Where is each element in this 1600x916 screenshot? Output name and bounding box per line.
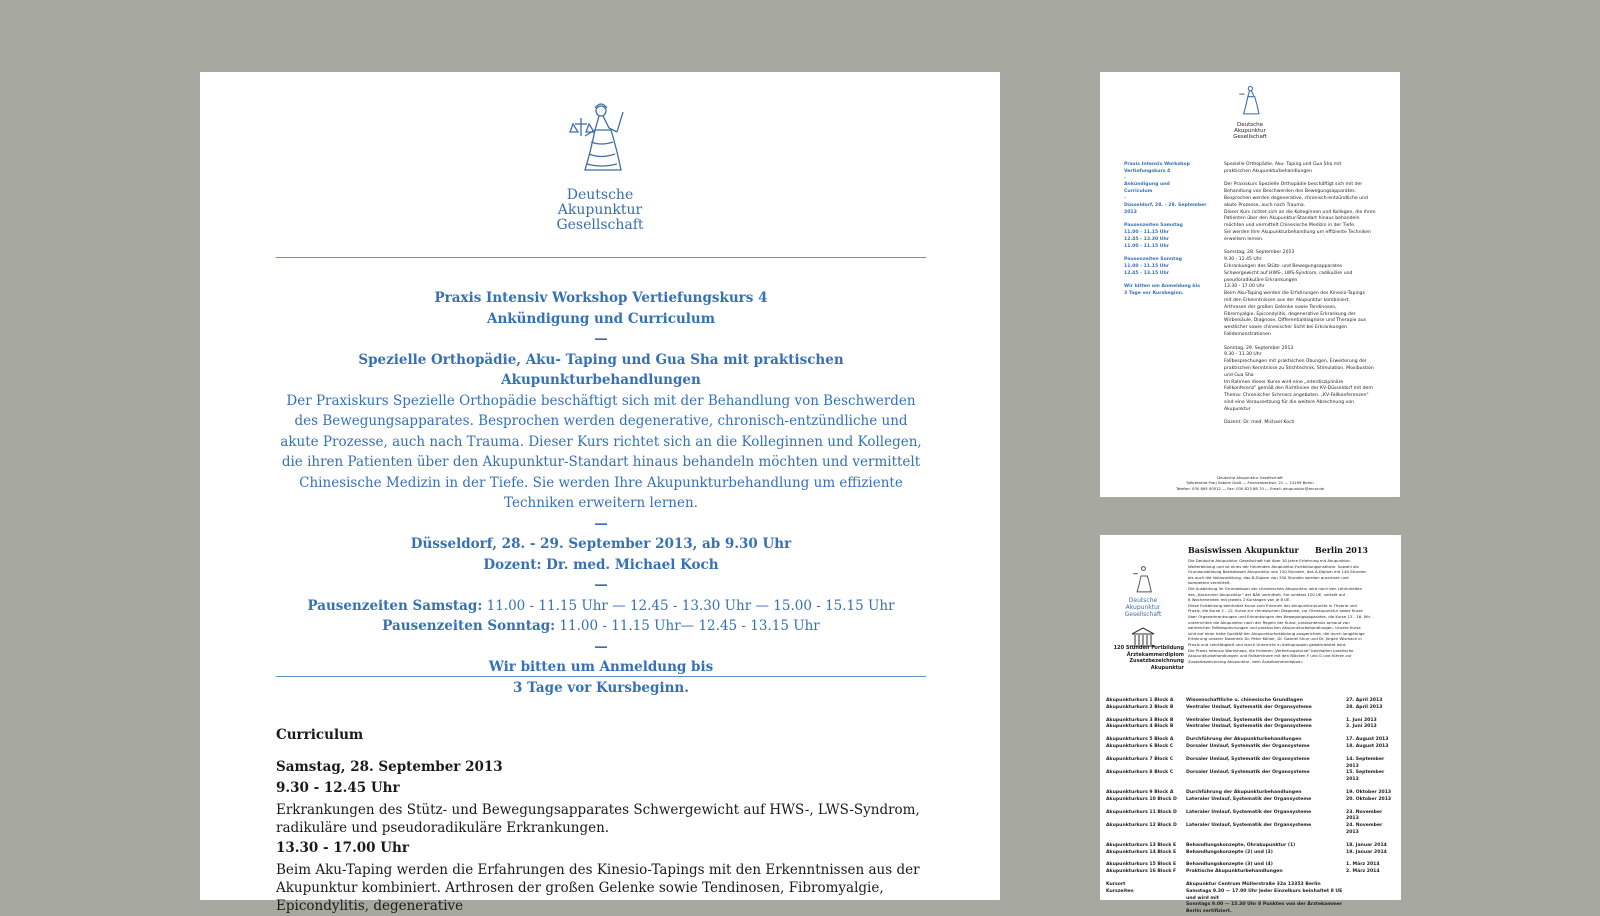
table-cell: 19. Oktober 2013 xyxy=(1346,789,1392,795)
thumb-logo xyxy=(1225,84,1275,140)
thumb-right-line: Arthrosen der großen Gelenke sowie Tendinosen, xyxy=(1224,304,1337,310)
table-cell: 1. März 2014 xyxy=(1346,862,1380,868)
thumb-right-line: Spezielle Orthopädie, Aku- Taping und Gua Sha mit xyxy=(1224,162,1342,167)
table-row xyxy=(1106,823,1396,837)
thumb-right-line: Behandlung von Beschwerden des Bewegungsapparates. xyxy=(1224,189,1357,195)
table-cell: Akupunkturkurs 14 Block E xyxy=(1106,849,1177,855)
table-row xyxy=(1106,698,1396,705)
lecturer: Dozent: Dr. med. Michael Koch xyxy=(483,556,719,573)
thumb2-logo-line: Akupunktur xyxy=(1125,604,1161,611)
thumb2-logo-line: Gesellschaft xyxy=(1124,611,1162,618)
thumb-logo-line: Deutsche xyxy=(1236,122,1264,128)
table-cell: Akupunkturkurs 7 Block C xyxy=(1106,756,1174,762)
dash-separator: — xyxy=(594,331,608,347)
table-cell: Akupunkturkurs 13 Block E xyxy=(1106,842,1177,848)
topic-heading: Spezielle Orthopädie, Aku- Taping und Gua Sha mit praktischen Akupunkturbehandlungen xyxy=(358,351,844,388)
table-cell: Behandlungskonzepte, Ohrakupunktur (1) xyxy=(1186,842,1296,848)
table-cell xyxy=(1106,902,1186,916)
table-row xyxy=(1106,790,1396,797)
thumb-right-line: 13.30 - 17.00 Uhr xyxy=(1224,284,1265,290)
table-row xyxy=(1106,810,1396,824)
announcement-block xyxy=(276,288,926,698)
thumb-left-line: - xyxy=(1124,195,1126,201)
curriculum-heading: Curriculum xyxy=(276,727,364,743)
thumb-right-line: westlicher sowie chinesischer Sicht bei Erkrankungen xyxy=(1224,325,1348,331)
table-row xyxy=(1106,770,1396,784)
thumb-left-line: Pausenzeiten Sonntag xyxy=(1124,257,1182,263)
table-cell: Akupunkturkurs 1 Block A xyxy=(1106,698,1174,703)
thumbnail-page-1[interactable] xyxy=(1100,72,1400,497)
slot-description: Erkrankungen des Stütz- und Bewegungsapparates Schwergewicht auf HWS-, LWS-Syndrom, radikuläre und pseudoradikuläre Erkrankungen. xyxy=(276,802,920,836)
table-cell: Akupunkturkurs 4 Block B xyxy=(1106,724,1174,730)
table-row xyxy=(1106,869,1396,876)
dag-logo xyxy=(545,102,655,233)
thumb-left-line: 11.00 - 11.15 Uhr xyxy=(1124,243,1170,249)
thumb2-intro-line: als auch die Vollausbildung, das B-Diplom von 350 Stunden werden praxisnah und xyxy=(1188,574,1349,580)
thumb2-left-line: 120 Stunden Fortbildung xyxy=(1113,645,1184,651)
thumb2-intro-line: Zusatzbezeichnung Akupunktur, dem Ärztekammerdiplom. xyxy=(1188,658,1303,664)
thumb-left-line: 3 Tage vor Kursbeginn. xyxy=(1124,291,1184,297)
table-cell: 2. März 2014 xyxy=(1346,869,1380,875)
dash-separator: — xyxy=(594,577,608,593)
table-cell: 18. August 2013 xyxy=(1346,743,1389,749)
justitia-figure-icon xyxy=(1129,565,1157,595)
thumb-footer-line: Telefon: 030 895 00512 — Fax: 030 823 88 70 — Email: akupunktur@arcor.de xyxy=(1176,485,1324,491)
thumb2-intro-line: 8 Wochenenden mit jeweils 2 Kurstagen von je 8 UE. xyxy=(1188,597,1291,603)
thumb2-intro-line: Erfahrung unserer Dozenten Dr. Peter Köhler, Dr. Gabriel Shun und Dr. Jürgen Wismach in xyxy=(1188,636,1362,642)
registration-line-1: Wir bitten um Anmeldung bis xyxy=(488,659,714,675)
table-cell: Ventraler Umlauf, Systematik der Organsysteme xyxy=(1186,724,1312,730)
thumb-right-line xyxy=(1224,339,1384,346)
table-row xyxy=(1106,705,1396,712)
table-cell: Akupunktur Centrum Müllerstraße 32a 13353 Berlin xyxy=(1186,881,1321,887)
table-row xyxy=(1106,850,1396,857)
thumb-right-line: möchten und vermittelt Chinesische Medizin in der Tiefe. xyxy=(1224,223,1356,229)
thumb-right-line: Fallbesprechungen mit praktischen Übungen, Erweiterung der xyxy=(1224,359,1367,365)
thumb-right-line: sind eine Voraussetzung für die weitere Abrechnung von xyxy=(1224,399,1355,405)
table-cell: Akupunkturkurs 8 Block C xyxy=(1106,770,1174,776)
table-cell: Sonntags 9.00 — 15.30 Uhr 8 Punkten von der Ärztekammer Berlin zertifiziert. xyxy=(1186,902,1343,915)
table-cell: Praktische Akupunkturbehandlungen xyxy=(1186,869,1283,875)
thumb-right-line: Dieser Kurs richtet sich an die Kolleginnen und Kollegen, die ihren xyxy=(1224,209,1376,215)
table-cell: 24. November 2013 xyxy=(1346,823,1383,835)
logo-line-1: Deutsche xyxy=(566,187,634,203)
thumb2-course-table xyxy=(1106,698,1396,916)
thumb2-left-line: Ärztekammerdiplom xyxy=(1126,651,1184,658)
thumb2-intro-line: des „Karlsruher Akupunktur" der BÄK vermittelt. Sie umfasst 120 UE, verteilt auf xyxy=(1188,591,1346,597)
time-slot: 13.30 - 17.00 Uhr xyxy=(276,840,409,856)
table-cell: 14. September 2013 xyxy=(1346,756,1385,769)
thumb2-place: Berlin 2013 xyxy=(1314,545,1368,555)
location-date: Düsseldorf, 28. - 29. September 2013, ab 9.30 Uhr xyxy=(410,536,792,552)
bottom-divider xyxy=(276,676,926,677)
thumb-right-line: Sonntag, 29. September 2013 xyxy=(1224,345,1294,351)
table-cell: Wissenschaftliche u. chinesische Grundlagen xyxy=(1186,698,1303,703)
justitia-figure-icon xyxy=(1235,84,1265,118)
thumb-right-line: Falldemonstrationen xyxy=(1224,331,1271,337)
document-page xyxy=(200,72,1000,914)
thumb-right-line: und Gua Sha xyxy=(1224,372,1254,378)
table-cell: 19. Januar 2014 xyxy=(1346,849,1387,855)
table-cell: Akupunkturkurs 9 Block A xyxy=(1106,789,1174,795)
thumb-right-line: akute Prozesse, auch nach Trauma. xyxy=(1224,202,1306,208)
thumb2-intro-line: Die Deutsche Akupunktur Gesellschaft hat über 30 Jahre Erfahrung mit Akupunktur- xyxy=(1188,558,1352,563)
thumb-footer-line: Deutsche Akupunktur Gesellschaft xyxy=(1217,474,1283,480)
thumb-right-line: Besprochen werden degenerative, chronisch-entzündliche und xyxy=(1224,195,1368,201)
thumb-right-line: praktischen Kenntnisse zu Stichtechnik, Stimulation, Moxibustion xyxy=(1224,365,1374,371)
table-cell xyxy=(1346,889,1396,903)
day-heading: Samstag, 28. September 2013 xyxy=(276,759,503,775)
thumb2-intro-line: kompetent vermittelt. xyxy=(1188,580,1231,586)
thumb-logo-line: Akupunktur xyxy=(1234,128,1266,134)
pause-saturday-times: 11.00 - 11.15 Uhr — 12.45 - 13.30 Uhr — 15.00 - 15.15 Uhr xyxy=(486,597,895,614)
table-cell: 20. Oktober 2013 xyxy=(1346,796,1392,802)
thumb-left-line: Curriculum xyxy=(1124,189,1153,195)
thumb-left-line: 12.45 - 13.15 Uhr xyxy=(1124,270,1170,276)
table-cell: Akupunkturkurs 16 Block F xyxy=(1106,869,1177,875)
thumb2-left-line: Zusatzbezeichnung xyxy=(1129,658,1184,664)
table-cell xyxy=(1346,882,1396,889)
thumb2-intro-line: Grundausbildung Basiswissen Akupunktur von 120 Stunden, das A-Diplom mit 140 Stunden xyxy=(1188,569,1367,575)
thumb-right-line: 9.30 - 12.45 Uhr xyxy=(1224,257,1262,263)
registration-line-2: 3 Tage vor Kursbeginn. xyxy=(513,679,689,696)
thumb2-title: Basiswissen Akupunktur xyxy=(1188,545,1299,555)
table-cell: Dorsaler Umlauf, Systematik der Organsysteme xyxy=(1186,743,1310,749)
table-cell: Akupunkturkurs 12 Block D xyxy=(1106,823,1177,829)
table-cell: Akupunkturkurs 6 Block C xyxy=(1106,743,1174,749)
thumb-footer xyxy=(1140,475,1360,492)
thumb-right-line: 9.30 - 11.30 Uhr xyxy=(1224,352,1262,358)
table-cell xyxy=(1346,902,1396,916)
thumb-right-line: Akupunktur xyxy=(1224,406,1251,412)
thumb2-logo xyxy=(1108,565,1178,650)
thumb-left-line: Wir bitten um Anmeldung bis xyxy=(1124,284,1201,290)
justitia-figure-icon xyxy=(565,102,635,178)
thumb-left-line: 11.00 - 11.15 Uhr xyxy=(1124,229,1170,235)
thumb-right-line: mit den Erkenntnissen aus der Akupunktur kombiniert. xyxy=(1224,297,1350,303)
thumb2-left-line: Akupunktur xyxy=(1150,664,1184,671)
table-cell: Akupunkturkurs 5 Block A xyxy=(1106,737,1174,743)
thumb-left-line: 11.00 - 11.15 Uhr xyxy=(1124,263,1170,269)
table-cell: 2. Juni 2013 xyxy=(1346,724,1377,730)
thumb2-header xyxy=(1188,545,1394,664)
table-cell: Ventraler Umlauf, Systematik der Organsysteme xyxy=(1186,717,1312,723)
table-cell: Akupunkturkurs 11 Block D xyxy=(1106,809,1177,815)
logo-line-2: Akupunktur xyxy=(557,202,643,218)
thumb-right-line: Fallkonferenz" gemäß den Richtlinien der KV-Düsseldorf mit dem xyxy=(1224,386,1373,392)
thumb2-intro-line: Die Ausbildung im Grundwissen der chinesischen Akupunktur wird nach den Lehrinhalten xyxy=(1188,585,1363,591)
table-cell: 23. November 2013 xyxy=(1346,809,1383,822)
table-cell: Durchführung der Akupunkturbehandlungen xyxy=(1186,737,1302,743)
course-subtitle: Ankündigung und Curriculum xyxy=(487,310,715,327)
table-cell: 27. April 2013 xyxy=(1346,698,1383,703)
table-cell: Samstags 9.30 — 17.00 Uhr Jeder Einzelkurs beinhaltet 8 UE und wird mit xyxy=(1186,888,1343,901)
thumb-footer-line: Sekretariat Frau Sabine Groß — Forckenbeckstr. 21 — 14199 Berlin xyxy=(1186,480,1314,485)
logo-line-3: Gesellschaft xyxy=(556,217,644,233)
thumb-right-line: Patienten über den Akupunktur-Standart hinaus behandeln xyxy=(1224,216,1360,222)
thumb-left-column xyxy=(1124,162,1214,298)
thumb-logo-line: Gesellschaft xyxy=(1233,134,1267,140)
table-row xyxy=(1106,797,1396,804)
table-cell: Dorsaler Umlauf, Systematik der Organsysteme xyxy=(1186,756,1310,762)
thumb2-intro-line: unterrichten die Akupunktur nach der Regeln der Kunst, praxisintensiv anhand von xyxy=(1188,619,1350,625)
thumb2-left-column xyxy=(1106,645,1184,671)
thumb-right-column xyxy=(1224,162,1384,427)
thumb2-logo-line: Deutsche xyxy=(1128,597,1158,604)
thumb-left-line: Düsseldorf, 28. - 29. September 2013 xyxy=(1124,202,1207,215)
thumb2-intro-line: sind auf einer hohe Qualität der Akupunkturfortbildung ausgerichtet, die durch langjährige xyxy=(1188,630,1365,636)
table-cell: Behandlungskonzepte (2) und (3) xyxy=(1186,849,1273,855)
table-cell: Akupunkturkurs 2 Block B xyxy=(1106,704,1174,710)
table-cell: Ventraler Umlauf, Systematik der Organsysteme xyxy=(1186,704,1312,710)
top-divider xyxy=(276,257,926,258)
thumb-left-line: Vertiefungskurs 4 xyxy=(1124,168,1171,174)
table-cell: Akupunkturkurs 10 Block D xyxy=(1106,796,1177,802)
table-cell: Akupunkturkurs 15 Block E xyxy=(1106,862,1177,868)
table-row xyxy=(1106,889,1396,903)
table-cell: 28. April 2013 xyxy=(1346,704,1383,710)
thumb2-intro-line: zahlreichen Fallbesprechungen und praktischen Akupunkturbehandlungen. Unsere Kurse xyxy=(1188,625,1361,631)
table-row xyxy=(1106,744,1396,751)
thumb-right-line: Dozent: Dr. med. Michael Koch xyxy=(1224,420,1295,426)
thumb-right-line: Schwergewicht auf HWS-, LWS-Syndrom, radikuläre und xyxy=(1224,270,1353,276)
thumb2-intro-line: Akupunkturbehandlungen und Fallseminare mit den Blöcken F und G und führen zur xyxy=(1188,653,1352,659)
thumb2-intro-line: Praxis, die Kurse 2 - 12, Kurse zur chinesischen Diagnose, zur Ohrakupunktur sowie Kurse xyxy=(1188,608,1363,614)
thumb-right-line: Wirbelsäule. Diagnose, Differentialdiagnose und Therapie aus xyxy=(1224,318,1367,324)
table-cell: 1. Juni 2013 xyxy=(1346,717,1377,723)
table-cell: 17. August 2013 xyxy=(1346,737,1389,743)
thumb-right-line: erweitern lernen. xyxy=(1224,236,1264,242)
table-row xyxy=(1106,737,1396,744)
thumb-right-line: pseudoradikuläre Erkrankungen xyxy=(1224,277,1298,283)
thumb-right-line: praktischen Akupunkturbehandlungen xyxy=(1224,168,1313,174)
slot-description: Beim Aku-Taping werden die Erfahrungen des Kinesio-Tapings mit den Erkenntnissen aus der Akupunktur kombiniert. Arthrosen der großen Gelenke sowie Tendinosen, Fibromyalgie, Epicondylitis, degenerative xyxy=(276,862,920,914)
thumb-right-line: Samstag, 28. September 2013 xyxy=(1224,250,1295,256)
table-cell: Akupunkturkurs 3 Block B xyxy=(1106,717,1174,723)
table-row xyxy=(1106,902,1396,916)
course-title: Praxis Intensiv Workshop Vertiefungskurs 4 xyxy=(434,290,768,306)
table-cell: Lateraler Umlauf, Systematik der Organsysteme xyxy=(1186,823,1312,829)
table-cell: Behandlungskonzepte (3) und (4) xyxy=(1186,862,1273,868)
pause-sunday-label: Pausenzeiten Sonntag: xyxy=(382,618,556,634)
table-row xyxy=(1106,882,1396,889)
table-cell: Lateraler Umlauf, Systematik der Organsysteme xyxy=(1186,809,1312,815)
curriculum-block xyxy=(276,726,926,915)
thumb2-intro-line: Weiterbildung und ist eines der führenden Akupunktur-Fortbildungsinstitute. Sowohl die xyxy=(1188,563,1359,569)
table-cell: Lateraler Umlauf, Systematik der Organsysteme xyxy=(1186,796,1312,802)
thumb-right-line: Sie werden Ihre Akupunkturbehandlung um effiziente Techniken xyxy=(1224,229,1372,235)
pause-saturday-label: Pausenzeiten Samstag: xyxy=(307,597,483,614)
thumb-right-line: Erkrankungen des Stütz- und Bewegungsapparates xyxy=(1224,263,1343,269)
dash-separator: — xyxy=(594,515,608,532)
thumb2-intro-line: Diese Fortbildung beinhaltet Kurse zum Erlernen der Akupunkturpunkte in Theorie und xyxy=(1188,602,1357,608)
thumb-right-line: Beim Aku-Taping werden die Erfahrungen des Kinesio-Tapings xyxy=(1224,291,1365,297)
table-cell: 15. September 2013 xyxy=(1346,770,1385,783)
table-cell: Durchführung der Akupunkturbehandlungen xyxy=(1186,789,1302,795)
table-cell: Kurszeiten xyxy=(1106,888,1134,894)
table-row xyxy=(1106,843,1396,850)
thumb-left-line: Praxis Intensiv Workshop xyxy=(1124,162,1190,167)
thumb-left-line: 12.45 - 13.30 Uhr xyxy=(1124,236,1170,242)
pause-sunday-times: 11.00 - 11.15 Uhr— 12.45 - 13.15 Uhr xyxy=(559,618,820,634)
thumb-right-line: Im Rahmen dieser Kurse wird eine „interdisziplinäre xyxy=(1224,379,1344,385)
course-description: Der Praxiskurs Spezielle Orthopädie beschäftigt sich mit der Behandlung von Beschwerden des Bewegungsapparates. Besprochen werden degenerative, chronisch-entzündliche und akute Prozesse, auch nach Trauma. Dieser Kurs richtet sich an die Kolleginnen und Kollegen, die ihren Patienten über den Akupunktur-Standart hinaus behandeln möchten und vermittelt Chinesische Medizin in der Tiefe. Sie werden Ihre Akupunkturbehandlung um effiziente Techniken erweitern lernen. xyxy=(280,392,922,511)
thumb2-intro-line: Die Praxis Intensiv Workshops, die früheren „Vertiefungskurse" beinhalten praktische xyxy=(1188,647,1354,653)
thumb-left-line: Ankündigung und xyxy=(1124,182,1170,188)
thumb-right-line: Fibromyalgie, Epicondylitis, degenerative Erkrankung der xyxy=(1224,311,1356,317)
dash-separator: — xyxy=(594,638,608,655)
thumb2-intro-line: Praxis und Lehrtätigkeit und durch Unterricht in Kleingruppen gewährleistet wird. xyxy=(1188,641,1347,647)
time-slot: 9.30 - 12.45 Uhr xyxy=(276,780,400,796)
table-cell: Dorsaler Umlauf, Systematik der Organsysteme xyxy=(1186,770,1310,776)
thumb-left-line: Pausenzeiten Samstag xyxy=(1124,223,1183,229)
thumb-left-line: - xyxy=(1124,175,1126,181)
thumb-right-line: Thema: Chronischer Schmerz angeboten. „KV-Fallkonferenzen" xyxy=(1224,393,1369,399)
table-cell: Kursort xyxy=(1106,881,1126,887)
thumb-right-line: Der Praxiskurs Spezielle Orthopädie beschäftigt sich mit der xyxy=(1224,182,1363,188)
table-cell: 18. Januar 2014 xyxy=(1346,842,1387,848)
table-row xyxy=(1106,757,1396,771)
table-row xyxy=(1106,724,1396,731)
thumb2-intro-line: über Organerkrankungen und Erkrankungen des Bewegungsapparates, die Kurse 13 - 16. Wir xyxy=(1188,613,1371,619)
thumbnail-page-2[interactable] xyxy=(1100,535,1401,915)
